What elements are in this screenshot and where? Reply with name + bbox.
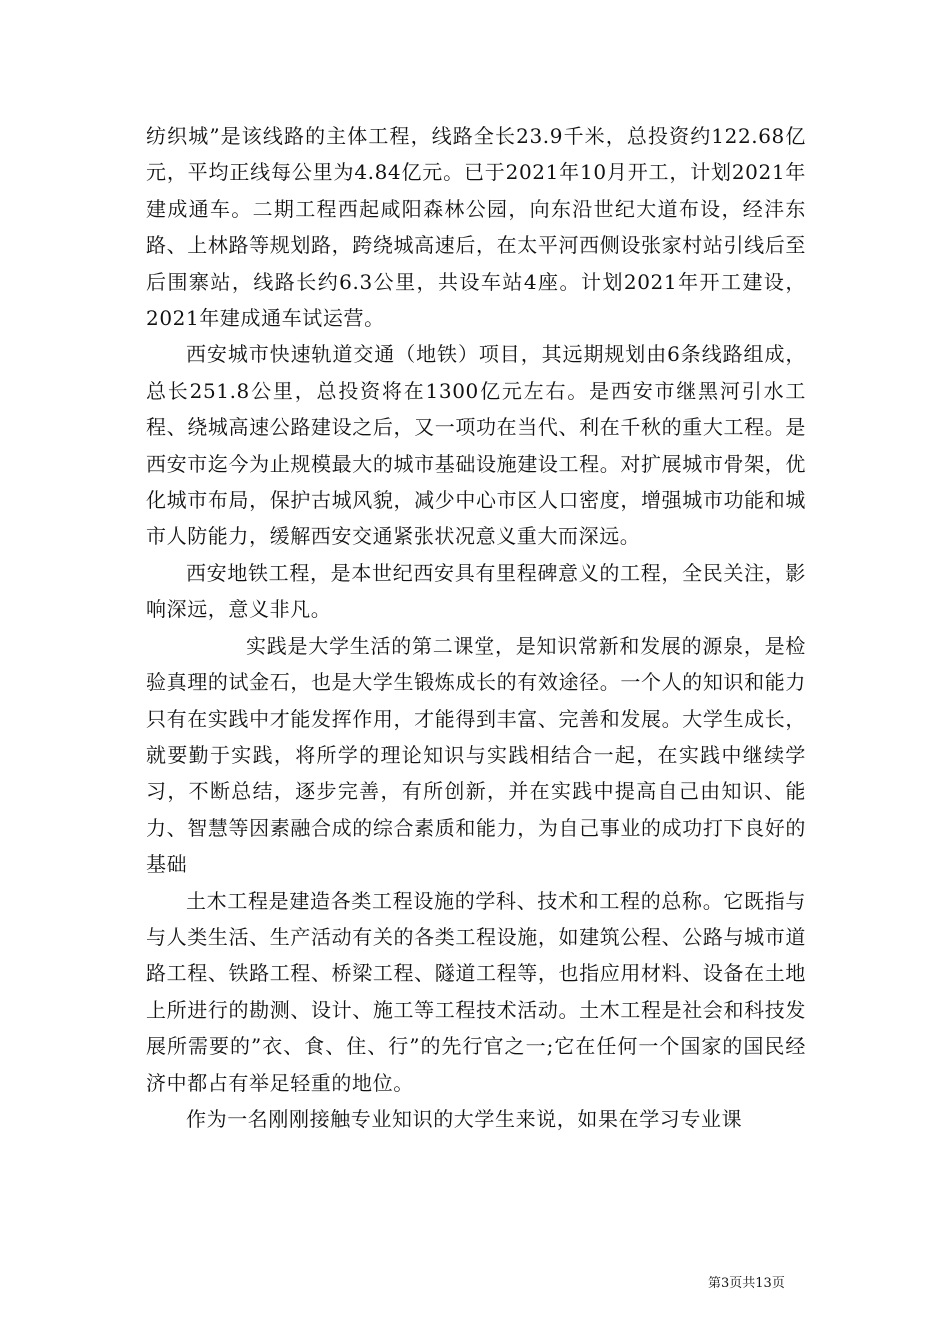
paragraph-metro-significance: 西安地铁工程，是本世纪西安具有里程碑意义的工程，全民关注，影响深远，意义非凡。 [146, 560, 806, 622]
document-body [146, 118, 806, 1137]
paragraph-practice-importance: 实践是大学生活的第二课堂，是知识常新和发展的源泉，是检验真理的试金石，也是大学生锻炼成长的有效途径。一个人的知识和能力只有在实践中才能发挥作用，才能得到丰富、完善和发展。大学生成长，就要勤于实践，将所学的理论知识与实践相结合一起，在实践中继续学习，不断总结，逐步完善，有所创新，并在实践中提高自己由知识、能力、智慧等因素融合成的综合素质和能力，为自己事业的成功打下良好的基础 [146, 633, 806, 877]
paragraph-metro-project-overview: 西安城市快速轨道交通（地铁）项目，其远期规划由6条线路组成，总长251.8公里，总投资将在1300亿元左右。是西安市继黑河引水工程、绕城高速公路建设之后，又一项功在当代、利在千秋的重大工程。是西安市迄今为止规模最大的城市基础设施建设工程。对扩展城市骨架，优化城市布局，保护古城风貌，减少中心市区人口密度，增强城市功能和城市人防能力，缓解西安交通紧张状况意义重大而深远。 [146, 342, 806, 549]
page-number: 第3页共13页 [708, 1276, 785, 1291]
paragraph-metro-line-details: 纺织城”是该线路的主体工程，线路全长23.9千米，总投资约122.68亿元，平均正线每公里为4.84亿元。已于2021年10月开工，计划2021年建成通车。二期工程西起咸阳森林公园，向东沿世纪大道布设，经沣东路、上林路等规划路，跨绕城高速后，在太平河西侧设张家村站引线后至后围寨站，线路长约6.3公里，共设车站4座。计划2021年开工建设，2021年建成通车试运营。 [146, 124, 806, 331]
paragraph-civil-engineering-definition: 土木工程是建造各类工程设施的学科、技术和工程的总称。它既指与与人类生活、生产活动有关的各类工程设施，如建筑公程、公路与城市道路工程、铁路工程、桥梁工程、隧道工程等，也指应用材料、设备在土地上所进行的勘测、设计、施工等工程技术活动。土木工程是社会和科技发展所需要的”衣、食、住、行”的先行官之一;它在任何一个国家的国民经济中都占有举足轻重的地位。 [146, 888, 806, 1095]
paragraph-student-perspective: 作为一名刚刚接触专业知识的大学生来说，如果在学习专业课 [186, 1106, 743, 1131]
